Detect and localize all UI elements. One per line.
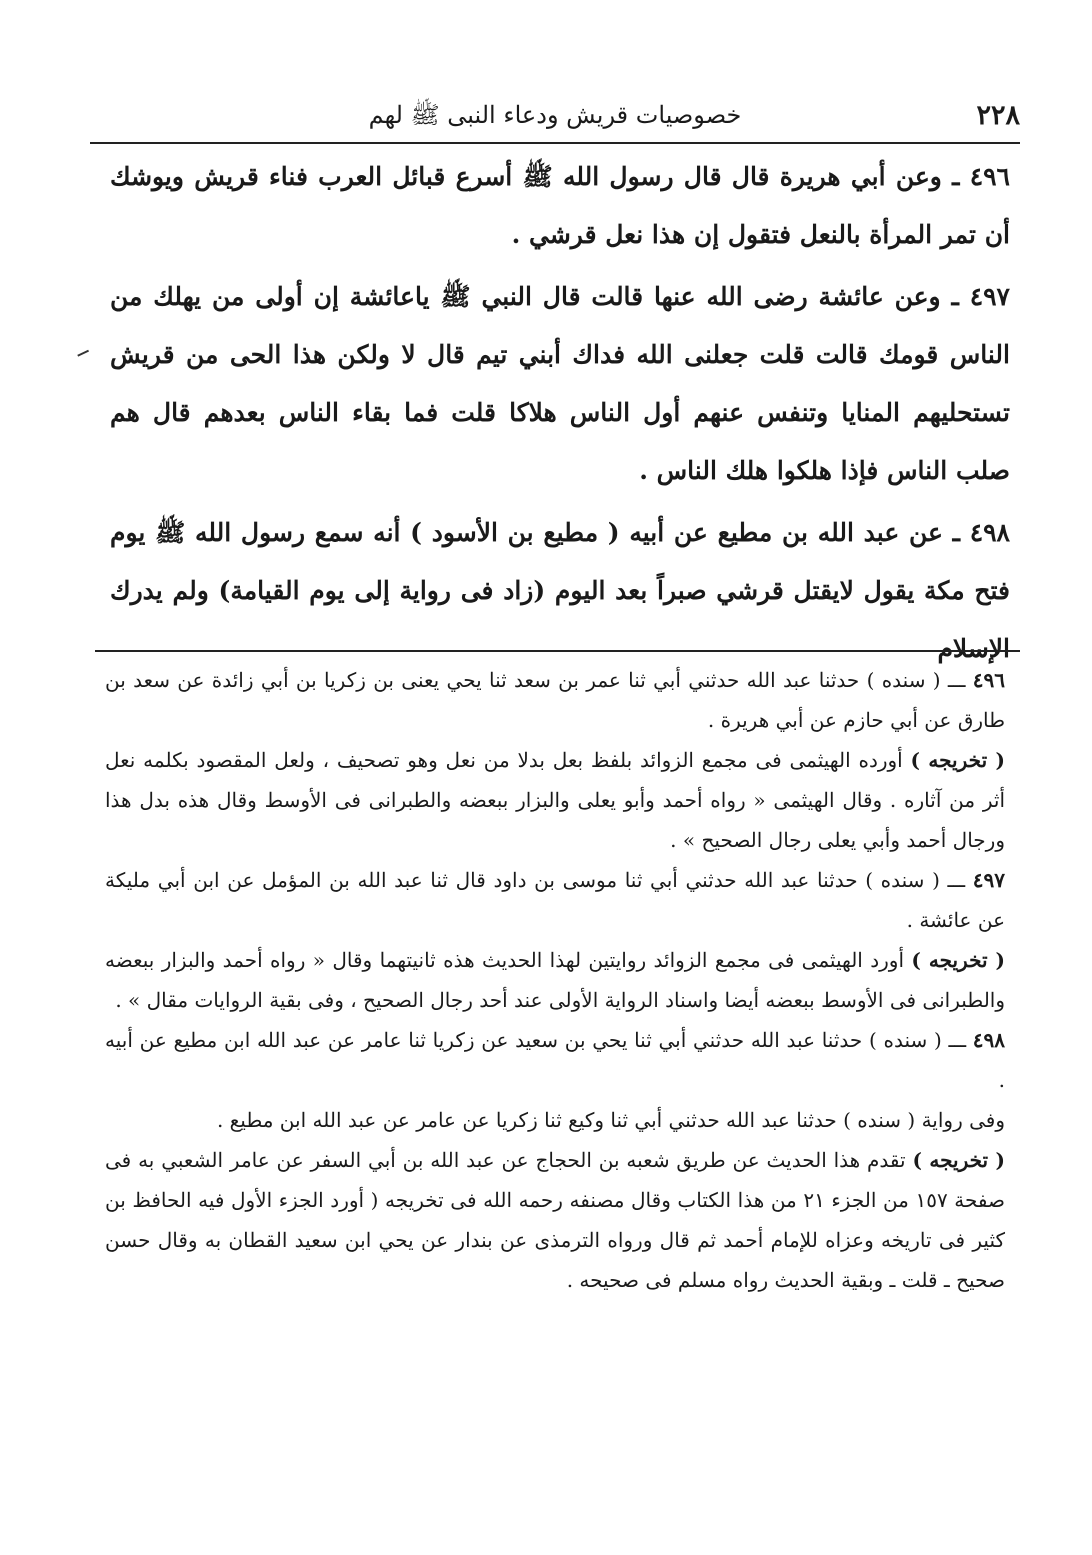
footnote-text: أورد الهيثمى فى مجمع الزوائد روايتين لهذا الحديث هذه ثانيتهما وقال « رواه أحمد والبزار ببعضه والطبرانى فى الأوسط ببعضه أيضا واسناد الرواية الأولى عند أحد رجال الصحيح ، وفى بقية الروايات مقال » . [105,948,1005,1012]
footnote-isnad-498-alt [105,1100,1005,1140]
footnote-takhrij-497 [105,940,1005,1020]
footnote-text: أورده الهيثمى فى مجمع الزوائد بلفظ بعل بدلا من نعل وهو تصحيف ، ولعل المقصود بكلمه نعل أثر من آثاره . وقال الهيثمى « رواه أحمد وأبو يعلى والبزار ببعضه والطبرانى فى الأوسط وقال هذه بدل هذا ورجال أحمد وأبي يعلى رجال الصحيح » . [105,748,1005,852]
hadith-body [110,148,1010,682]
footnote-takhrij-496 [105,740,1005,860]
footnote-tag: ( تخريجه ) [911,948,1006,972]
footnote-divider [95,650,1020,652]
footnote-number: ٤٩٧ [972,868,1006,892]
hadith-text: ـ وعن أبي هريرة قال قال رسول الله ﷺ أسرع قبائل العرب فناء قريش ويوشك أن تمر المرأة بالنعل فتقول إن هذا نعل قرشي . [110,162,1010,249]
hadith-text: ـ عن عبد الله بن مطيع عن أبيه ( مطيع بن الأسود ) أنه سمع رسول الله ﷺ يوم فتح مكة يقول لايقتل قرشي صبراً بعد اليوم (زاد فى رواية إلى يوم القيامة) ولم يدرك الإسلام [110,518,1010,663]
page-number: ٢٢٨ [976,100,1020,131]
footnotes [105,660,1005,1300]
footnote-number: ٤٩٦ [972,668,1005,692]
running-title: خصوصيات قريش ودعاء النبى ﷺ لهم [368,101,742,129]
footnote-tag: ( تخريجه ) [910,748,1006,772]
footnote-isnad-498 [105,1020,1005,1100]
footnote-tag: ( تخريجه ) [912,1148,1006,1172]
hadith-496 [110,148,1010,264]
hadith-497 [110,268,1010,500]
footnote-isnad-497 [105,860,1005,940]
footnote-text: وفى رواية ( سنده ) حدثنا عبد الله حدثني أبي ثنا وكيع ثنا زكريا عن عامر عن عبد الله ابن مطيع . [216,1108,1005,1132]
hadith-text: ـ وعن عائشة رضى الله عنها قالت قال النبي ﷺ ياعائشة إن أولى من يهلك من الناس قومك قالت قلت جعلنى الله فداك أبني تيم قال لا ولكن هذا الحى من قريش تستحليهم المنايا وتنفس عنهم أول الناس هلاكا قلت فما بقاء الناس بعدهم قال هم صلب الناس فإذا هلكوا هلك الناس . [110,282,1010,485]
footnote-isnad-496 [105,660,1005,740]
ink-mark [77,350,90,361]
footnote-takhrij-498 [105,1140,1005,1300]
footnote-text: تقدم هذا الحديث عن طريق شعبه بن الحجاج عن عبد الله بن أبي السفر عن عامر الشعبي به فى صفحة ١٥٧ من الجزء ٢١ من هذا الكتاب وقال مصنفه رحمه الله فى تخريجه ( أورد الجزء الأول فيه الحافظ بن كثير فى تاريخه وعزاه للإمام أحمد ثم قال ورواه الترمذى عن بندار عن يحي ابن سعيد القطان به وقال حسن صحيح ـ قلت ـ وبقية الحديث رواه مسلم فى صحيحه . [105,1148,1005,1292]
footnote-text: ـــ ( سنده ) حدثنا عبد الله حدثني أبي ثنا يحي بن سعيد عن زكريا ثنا عامر عن عبد الله ابن مطيع عن أبيه . [105,1028,1005,1092]
hadith-number: ٤٩٦ [969,162,1010,191]
footnote-number: ٤٩٨ [972,1028,1006,1052]
hadith-number: ٤٩٨ [969,518,1010,547]
page-header [90,92,1020,144]
hadith-number: ٤٩٧ [969,282,1010,311]
footnote-text: ـــ ( سنده ) حدثنا عبد الله حدثني أبي ثنا عمر بن سعد ثنا يحي يعنى بن زكريا بن أبي زائدة عن سعد بن طارق عن أبي حازم عن أبي هريرة . [105,668,1005,732]
footnote-text: ـــ ( سنده ) حدثنا عبد الله حدثني أبي ثنا موسى بن داود قال ثنا عبد الله بن المؤمل عن ابن أبي مليكة عن عائشة . [105,868,1005,932]
